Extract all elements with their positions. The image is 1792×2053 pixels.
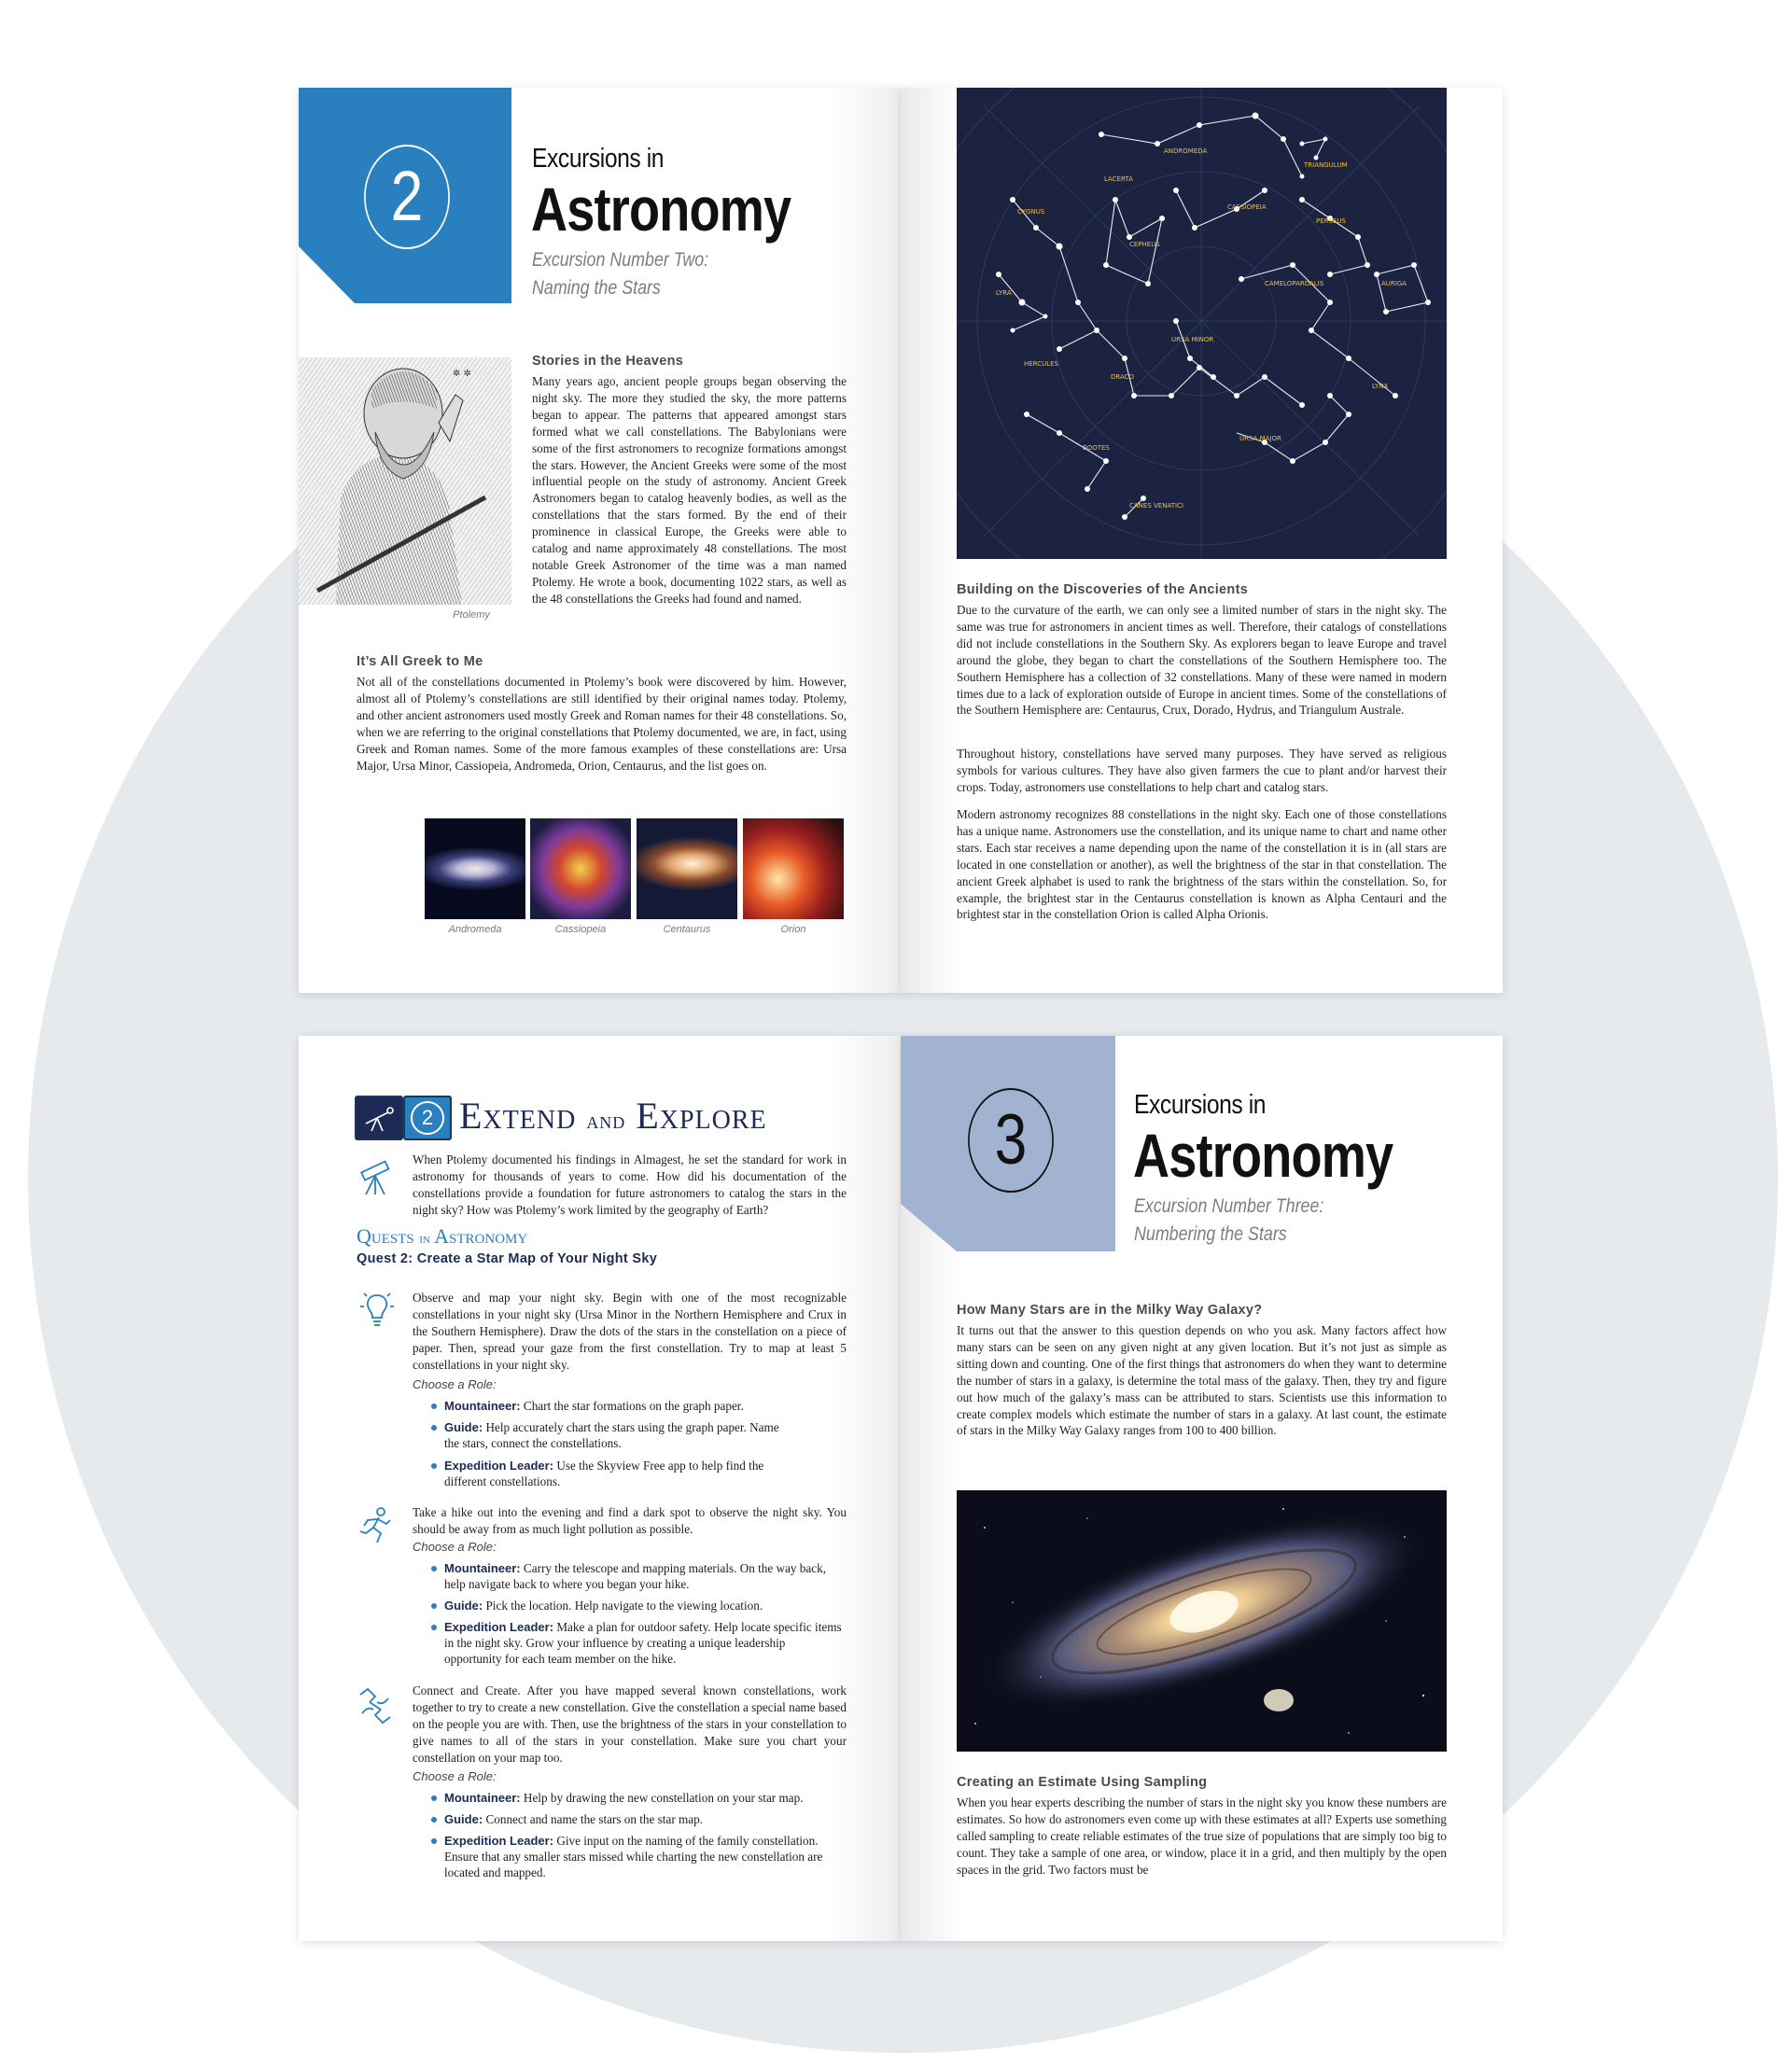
role-item bbox=[444, 1598, 836, 1613]
choose-role-label: Choose a Role: bbox=[413, 1540, 497, 1554]
role-item bbox=[444, 1619, 846, 1668]
section-body: Due to the curvature of the earth, we can only see a limited number of stars in the night sky. The same was true for astronomers in ancient times as well. Therefore, their catalogs of constellations did not include constellations in the Southern Sky. As explorers began to leave Europe and travel around the globe, they began to chart the constellations of the Southern Hemisphere too. The Southern Hemisphere has a collection of 32 constellations. Many of these were named in modern times due to a lack of exploration outside of Europe in ancient times. Some of the constellations of the Southern Hemisphere are: Centaurus, Crux, Dorado, Hydrus, and Triangulum Australe. bbox=[957, 603, 1447, 718]
role-item bbox=[444, 1833, 836, 1881]
section-heading: Creating an Estimate Using Sampling bbox=[957, 1775, 1208, 1790]
map-label: URSA MINOR bbox=[1171, 336, 1214, 343]
andromeda-image bbox=[425, 818, 525, 919]
in-word: in bbox=[419, 1232, 430, 1247]
orion-image bbox=[743, 818, 844, 919]
page-chapter-3 bbox=[901, 1036, 1503, 1941]
section-body: It turns out that the answer to this question depends on who you ask. Many factors affect how many stars can be seen on any given night at any given location. But it’s not just as simple as sitting down and counting. One of the first things that astronomers do when they want to determine the number of stars in a galaxy, is determine the total mass of the galaxy. Then, they try and figure out how much of the galaxy’s mass can be attributed to stars. Scientists use this information to create complex models which estimate the number of stars in a galaxy. At last count, the estimate of stars in the Milky Way Galaxy ranges from 100 to 400 billion. bbox=[957, 1323, 1447, 1438]
extend-explore-title bbox=[459, 1094, 767, 1138]
centaurus-image bbox=[637, 818, 737, 919]
hiker-icon bbox=[355, 1505, 396, 1546]
map-label: URSA MAJOR bbox=[1239, 435, 1281, 442]
extend-word: Extend bbox=[459, 1095, 577, 1137]
telescope-icon bbox=[355, 1157, 396, 1198]
role-name: Mountaineer: bbox=[444, 1399, 521, 1413]
role-text: Help by drawing the new constellation on your star map. bbox=[523, 1791, 804, 1805]
section-body: Many years ago, ancient people groups began observing the night sky. The more they studied the sky, the more patterns began to appear. The patterns that appeared amongst stars formed what we call constellations. The Babylonians were some of the first astronomers to recognize formations amongst the stars. However, the Ancient Greeks were some of the most influential people on the study of astronomy. Ancient Greek Astronomers began to catalog heavenly bodies, as well as the constellations that the stars formed. By the end of their prominence in classical Europe, the Greeks were able to catalog and name approximately 48 constellations. The most notable Greek Astronomer of the time was a man named Ptolemy. He wrote a book, documenting 1022 stars, as well as the 48 constellations the Greeks had found and named. bbox=[532, 374, 847, 606]
quest-block: Connect and Create. After you have mapped several known constellations, work together to try to create a new constellation. Give the constellation a special name based on the people you are with. Then, use the brightness of the stars in your constellation to give names to all of the stars in your constellation. Make sure you chart your constellation on your map too. bbox=[413, 1683, 847, 1765]
role-text: Use the Skyview Free app to help find the different constellations. bbox=[444, 1459, 764, 1489]
chapter-subtitle-line2: Naming the Stars bbox=[532, 277, 661, 299]
role-item bbox=[444, 1458, 780, 1489]
role-item bbox=[444, 1560, 836, 1592]
map-label: PERSEUS bbox=[1316, 217, 1346, 225]
role-item bbox=[444, 1790, 846, 1806]
role-item bbox=[444, 1419, 780, 1451]
chapter-number: 2 bbox=[364, 145, 450, 249]
telescope-badge-icon bbox=[355, 1096, 403, 1140]
ptolemy-portrait bbox=[299, 357, 511, 605]
choose-role-label: Choose a Role: bbox=[413, 1769, 497, 1783]
map-label: CANES VENATICI bbox=[1129, 502, 1183, 510]
map-label: LYNX bbox=[1372, 383, 1389, 390]
section-body: When you hear experts describing the number of stars in the night sky you know these numbers are estimates. So how do astronomers even come up with these estimates at all? Experts use something called sampling to create reliable estimates of the true size of populations that are simply too big to count. They take a sample of one area, or window, place it in a grid, and then multiply by the open spaces in the grid. Two factors must be bbox=[957, 1795, 1447, 1877]
map-label: CEPHEUS bbox=[1129, 241, 1160, 248]
map-label: LYRA bbox=[996, 289, 1012, 297]
map-label: LACERTA bbox=[1104, 175, 1133, 183]
quest-number-badge bbox=[403, 1096, 452, 1140]
chapter-title-small: Excursions in bbox=[1134, 1090, 1267, 1120]
constellation-map bbox=[957, 88, 1447, 559]
cassiopeia-image bbox=[530, 818, 631, 919]
lightbulb-icon bbox=[357, 1288, 398, 1329]
map-label: CASSIOPEIA bbox=[1227, 203, 1267, 211]
role-text: Chart the star formations on the graph paper. bbox=[523, 1399, 744, 1413]
spread-extend-chapter-3 bbox=[299, 1036, 1503, 1941]
handshake-icon bbox=[355, 1685, 396, 1726]
and-word: and bbox=[586, 1107, 626, 1134]
map-label: AURIGA bbox=[1381, 280, 1407, 287]
section-heading: Stories in the Heavens bbox=[532, 354, 684, 369]
chapter-title: Astronomy bbox=[531, 175, 791, 244]
chapter-subtitle-line1: Excursion Number Three: bbox=[1134, 1195, 1324, 1217]
section-heading: Building on the Discoveries of the Ancients bbox=[957, 582, 1249, 597]
role-name: Expedition Leader: bbox=[444, 1834, 554, 1848]
extend-intro: When Ptolemy documented his findings in Almagest, he set the standard for work in astronomy for thousands of years to come. How did his documentation of the constellations provide a foundation for future astronomers to catalog the stars in the night sky? How was Ptolemy’s work limited by the geography of Earth? bbox=[413, 1152, 847, 1217]
spread-chapter-2 bbox=[299, 88, 1503, 993]
chapter-title: Astronomy bbox=[1133, 1121, 1393, 1190]
map-label: DRACO bbox=[1111, 373, 1135, 381]
choose-role-label: Choose a Role: bbox=[413, 1377, 497, 1391]
thumbnail-caption: Andromeda bbox=[448, 924, 502, 935]
explore-word: Explore bbox=[636, 1095, 767, 1137]
role-text: Help accurately chart the stars using the graph paper. Name the stars, connect the constellations. bbox=[444, 1420, 779, 1451]
role-text: Make a plan for outdoor safety. Help locate specific items in the night sky. Grow your influence by creating a unique leadership opportunity for each team member on the hike. bbox=[444, 1620, 842, 1667]
map-label: CAMELOPARDALIS bbox=[1265, 280, 1324, 287]
milky-way-galaxy-image bbox=[957, 1490, 1447, 1752]
chapter-number: 3 bbox=[968, 1088, 1054, 1193]
role-text: Pick the location. Help navigate to the viewing location. bbox=[485, 1599, 763, 1613]
section-body: Not all of the constellations documented in Ptolemy’s book were discovered by him. However, almost all of Ptolemy’s constellations are still identified by their original names today. Ptolemy, and other ancient astronomers used mostly Greek and Roman names for their 48 constellations. So, when we are referring to the original constellations that Ptolemy documented, we are, in fact, using Greek and Roman names. Some of the more famous examples of these constellations are: Ursa Major, Ursa Minor, Cassiopeia, Andromeda, Orion, Centaurus, and the list goes on. bbox=[357, 675, 847, 773]
portrait-caption: Ptolemy bbox=[453, 609, 490, 621]
role-item bbox=[444, 1398, 827, 1414]
section-heading: How Many Stars are in the Milky Way Galaxy? bbox=[957, 1303, 1263, 1318]
map-label: HERCULES bbox=[1024, 360, 1058, 368]
role-text: Carry the telescope and mapping materials. On the way back, help navigate back to where you began your hike. bbox=[444, 1561, 827, 1592]
section-body: Modern astronomy recognizes 88 constellations in the night sky. Each one of those constellations has a unique name. Astronomers use the constellation, and its unique name to chart and name other stars. Each star receives a name depending upon the name of the constellation it is in (all stars are located in one constellation or another), as well the brightness of the star in that constellation. The ancient Greek alphabet is used to rank the brightness of the stars within the constellation. So, for example, the brightest star in the Centaurus constellation is known as Alpha Centauri and the brightest star in the constellation Orion is called Alpha Orionis. bbox=[957, 807, 1447, 922]
chapter-subtitle-line1: Excursion Number Two: bbox=[532, 249, 709, 271]
chapter-title-small: Excursions in bbox=[532, 144, 665, 174]
role-name: Expedition Leader: bbox=[444, 1459, 554, 1473]
role-name: Mountaineer: bbox=[444, 1791, 521, 1805]
role-item bbox=[444, 1811, 846, 1827]
quests-word: Quests bbox=[357, 1224, 414, 1248]
role-name: Expedition Leader: bbox=[444, 1620, 554, 1634]
map-label: BOOTES bbox=[1083, 444, 1110, 452]
role-name: Guide: bbox=[444, 1812, 483, 1826]
chapter-subtitle-line2: Numbering the Stars bbox=[1134, 1223, 1287, 1245]
section-body: Throughout history, constellations have served many purposes. They have served as religious symbols for various cultures. They have also given farmers the cue to plant and/or harvest their crops. Today, astronomers use constellations to help chart and catalog stars. bbox=[957, 747, 1447, 794]
astronomy-word: Astronomy bbox=[434, 1224, 528, 1248]
map-label: TRIANGULUM bbox=[1304, 161, 1348, 169]
quests-label bbox=[357, 1224, 527, 1249]
page-extend-explore bbox=[299, 1036, 901, 1941]
role-name: Guide: bbox=[444, 1420, 483, 1434]
quest-block: Take a hike out into the evening and find a dark spot to observe the night sky. You should be away from as much light pollution as possible. bbox=[413, 1505, 847, 1536]
quest-block: Observe and map your night sky. Begin with one of the most recognizable constellations in your night sky (Ursa Minor in the Northern Hemisphere and Crux in the Southern Hemisphere). Draw the dots of the stars in the constellation on a piece of paper. Then, spread your gaze from the first constellation. Try to map at least 5 constellations in your night sky. bbox=[413, 1291, 847, 1372]
svg-text:✲ ✲: ✲ ✲ bbox=[453, 369, 471, 379]
quest-title: Quest 2: Create a Star Map of Your Night Sky bbox=[357, 1251, 658, 1266]
thumbnail-caption: Orion bbox=[780, 924, 806, 935]
role-name: Mountaineer: bbox=[444, 1561, 521, 1575]
map-label: ANDROMEDA bbox=[1164, 147, 1208, 155]
quest-number: 2 bbox=[411, 1101, 444, 1135]
page-chapter-2-left bbox=[299, 88, 901, 993]
map-label: CYGNUS bbox=[1017, 208, 1045, 216]
role-text: Give input on the naming of the family constellation. Ensure that any smaller stars missed while charting the new constellation are located and mapped. bbox=[444, 1834, 823, 1880]
role-name: Guide: bbox=[444, 1599, 483, 1613]
thumbnail-caption: Cassiopeia bbox=[554, 924, 607, 935]
thumbnail-caption: Centaurus bbox=[663, 924, 711, 935]
page-chapter-2-right bbox=[901, 88, 1503, 993]
role-text: Connect and name the stars on the star map. bbox=[485, 1812, 704, 1826]
section-heading: It’s All Greek to Me bbox=[357, 654, 483, 669]
